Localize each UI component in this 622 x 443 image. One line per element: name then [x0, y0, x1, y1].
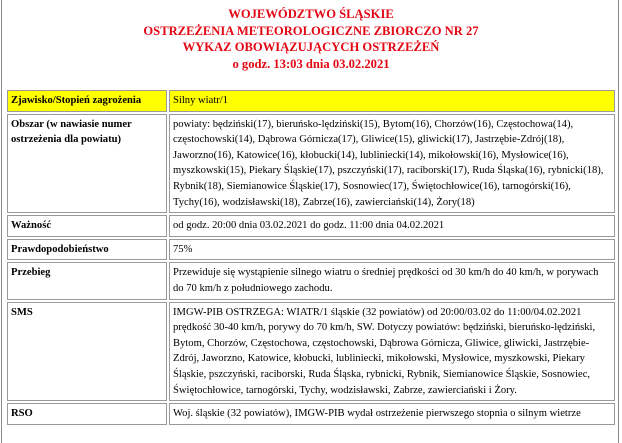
header-voivodeship: WOJEWÓDZTWO ŚLĄSKIE [228, 7, 394, 21]
document-frame [1, 0, 619, 443]
area-label: Obszar (w nawiasie numer ostrzeżenia dla powiatu) [7, 114, 167, 214]
probability-value: 75% [169, 239, 615, 261]
table-row-course [7, 262, 615, 299]
table-row-sms [7, 302, 615, 402]
sms-value: IMGW-PIB OSTRZEGA: WIATR/1 śląskie (32 powiatów) od 20:00/03.02 do 11:00/04.02.2021 prędkość 30-40 km/h, porywy do 70 km/h, SW. Dotyczy powiatów: będziński, bieruńsko-lędziński, Bytom, Chorzów, Częstochowa, częstochowski, Dąbrowa Górnicza, Gliwice, gliwicki, Jastrzębie-Zdrój, Jaworzno, Katowice, kłobucki, lubliniecki, mikołowski, Mysłowice, myszkowski, Piekary Śląskie, pszczyński, raciborski, Ruda Śląska, rybnicki, Rybnik, Siemianowice Śląskie, Sosnowiec, Świętochłowice, tarnogórski, Tychy, wodzisławski, Zabrze, zawierciański i Żory. [169, 302, 615, 402]
sms-label: SMS [7, 302, 167, 402]
table-row-probability [7, 239, 615, 261]
course-label: Przebieg [7, 262, 167, 299]
validity-label: Ważność [7, 215, 167, 237]
table-row-validity [7, 215, 615, 237]
rso-label: RSO [7, 403, 167, 425]
table-row-area [7, 114, 615, 214]
rso-value: Woj. śląskie (32 powiatów), IMGW-PIB wydał ostrzeżenie pierwszego stopnia o silnym wietrze [169, 403, 615, 425]
area-value: powiaty: będziński(17), bieruńsko-lędziński(15), Bytom(16), Chorzów(16), Częstochowa(14), częstochowski(14), Dąbrowa Górnicza(17), Gliwice(15), gliwicki(17), Jastrzębie-Zdrój(18), Jaworzno(16), Katowice(16), kłobucki(14), lubliniecki(14), mikołowski(16), Mysłowice(16), myszkowski(15), Piekary Śląskie(17), pszczyński(17), raciborski(17), Ruda Śląska(16), rybnicki(18), Rybnik(18), Siemianowice Śląskie(17), Sosnowiec(17), Świętochłowice(16), tarnogórski(16), Tychy(16), wodzisławski(18), Zabrze(16), zawierciański(14), Żory(18) [169, 114, 615, 214]
header-list-title: WYKAZ OBOWIĄZUJĄCYCH OSTRZEŻEŃ [182, 40, 440, 54]
header-collective-title: OSTRZEŻENIA METEOROLOGICZNE ZBIORCZO NR 27 [143, 23, 479, 38]
course-value: Przewiduje się wystąpienie silnego wiatru o średniej prędkości od 30 km/h do 40 km/h, w porywach do 70 km/h z południowego zachodu. [169, 262, 615, 299]
header-timestamp: o godz. 13:03 dnia 03.02.2021 [232, 56, 390, 71]
phenomenon-value: Silny wiatr/1 [169, 90, 615, 112]
table-row-rso [7, 403, 615, 425]
table-row-phenomenon [7, 90, 615, 112]
phenomenon-label: Zjawisko/Stopień zagrożenia [7, 90, 167, 112]
warning-table [5, 88, 617, 427]
probability-label: Prawdopodobieństwo [7, 239, 167, 261]
validity-value: od godz. 20:00 dnia 03.02.2021 do godz. 11:00 dnia 04.02.2021 [169, 215, 615, 237]
warning-header [2, 6, 620, 72]
